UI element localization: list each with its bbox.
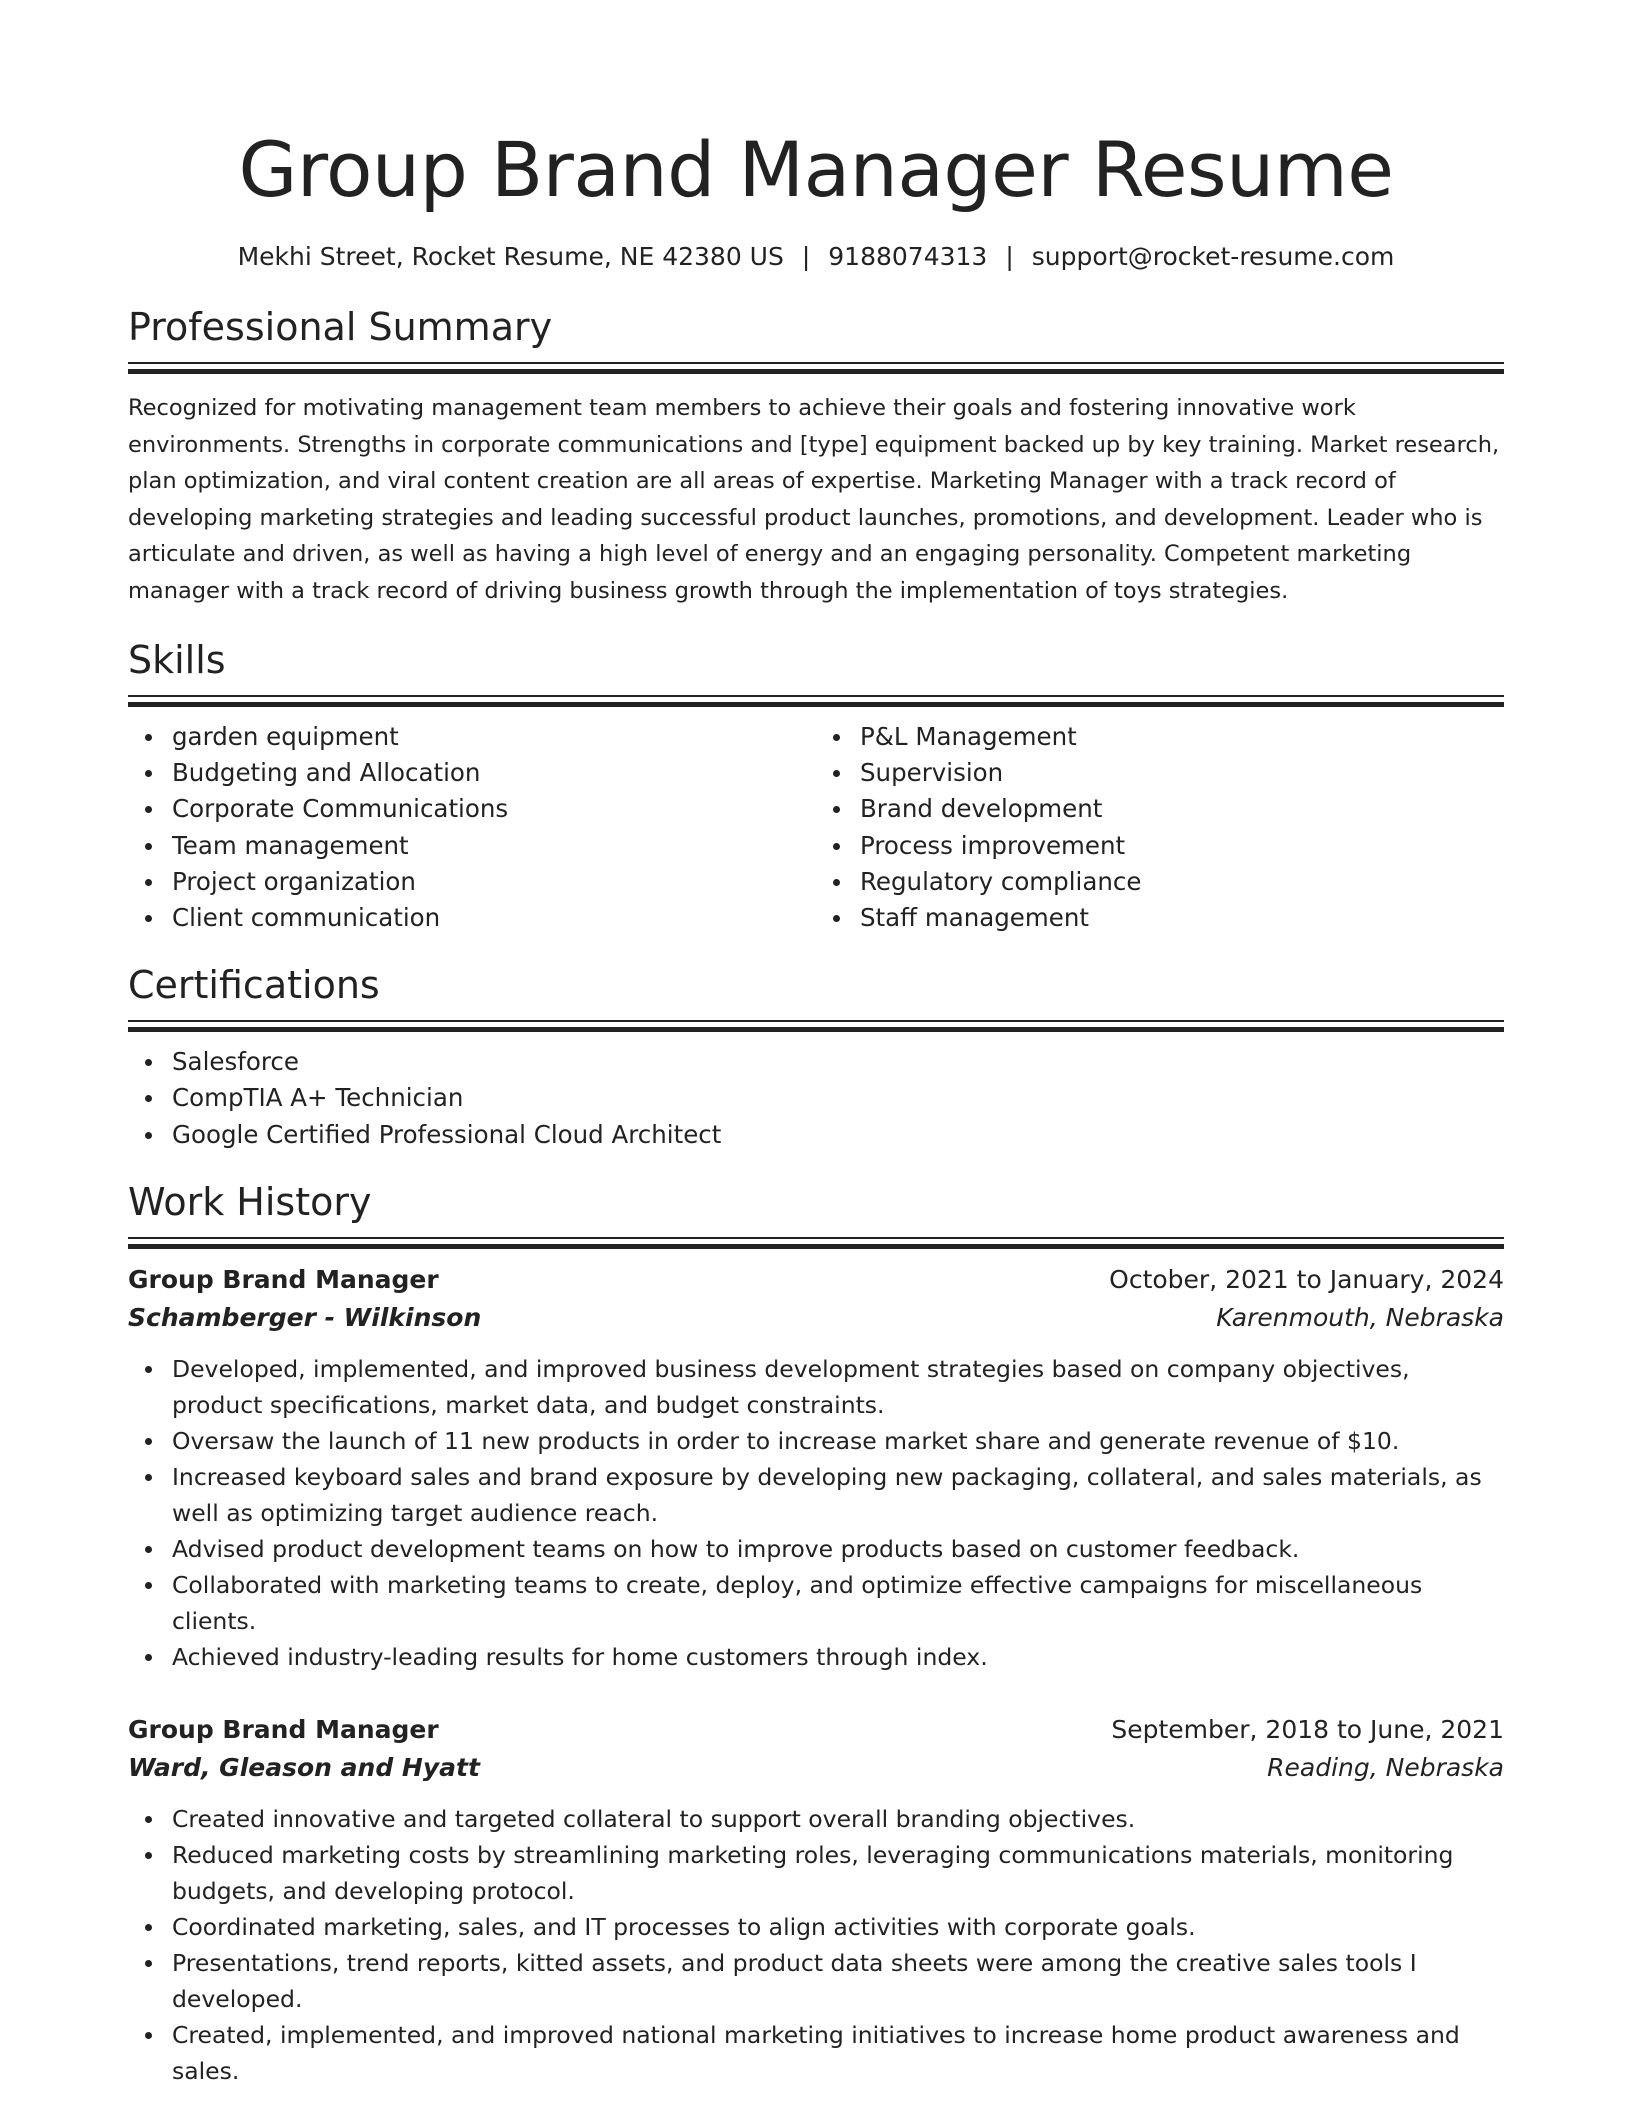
skill-item: Budgeting and Allocation (172, 755, 816, 791)
skill-item: Brand development (860, 791, 1504, 827)
job-bullet: Developed, implemented, and improved business development strategies based on company objectives, product specifications, market data, and budget constraints. (172, 1351, 1504, 1423)
resume-page (128, 0, 1504, 2089)
skill-item: Staff management (860, 900, 1504, 936)
job-header-row (128, 1711, 1504, 1749)
skill-item: Process improvement (860, 828, 1504, 864)
job-bullet: Oversaw the launch of 11 new products in order to increase market share and generate revenue of $10. (172, 1423, 1504, 1459)
summary-section (128, 304, 1504, 609)
job-title: Group Brand Manager (128, 1714, 439, 1744)
job-bullet-list (128, 1351, 1504, 1675)
job-bullet: Created, implemented, and improved national marketing initiatives to increase home product awareness and sales. (172, 2017, 1504, 2089)
skill-item: Regulatory compliance (860, 864, 1504, 900)
job-company: Ward, Gleason and Hyatt (128, 1752, 480, 1782)
skill-item: P&L Management (860, 719, 1504, 755)
section-divider (128, 695, 1504, 707)
job-subheader-row (128, 1299, 1504, 1337)
skills-list-right (816, 719, 1504, 936)
job-location: Reading, Nebraska (1267, 1752, 1504, 1782)
skills-grid (128, 719, 1504, 936)
job-entry (128, 1711, 1504, 2089)
job-header-row (128, 1261, 1504, 1299)
job-location: Karenmouth, Nebraska (1216, 1302, 1504, 1332)
job-bullet: Advised product development teams on how to improve products based on customer feedback. (172, 1531, 1504, 1567)
job-company: Schamberger - Wilkinson (128, 1302, 482, 1332)
certifications-section (128, 962, 1504, 1153)
contact-email: support@rocket-resume.com (1031, 242, 1395, 271)
skill-item: Client communication (172, 900, 816, 936)
skills-heading: Skills (128, 638, 226, 682)
skills-list-left (128, 719, 816, 936)
job-bullet: Increased keyboard sales and brand exposure by developing new packaging, collateral, and sales materials, as well as optimizing target audience reach. (172, 1459, 1504, 1531)
contact-line (128, 240, 1504, 274)
summary-text: Recognized for motivating management team members to achieve their goals and fostering innovative work environments. Strengths in corporate communications and [type] equipment backed up by key training. Market research, plan optimization, and viral content creation are all areas of expertise. Marketing Manager with a track record of developing marketing strategies and leading successful product launches, promotions, and development. Leader who is articulate and driven, as well as having a high level of energy and an engaging personality. Competent marketing manager with a track record of driving business growth through the implementation of toys strategies. (128, 395, 1500, 604)
job-bullet: Coordinated marketing, sales, and IT processes to align activities with corporate goals. (172, 1909, 1504, 1945)
job-dates: September, 2018 to June, 2021 (1111, 1714, 1504, 1744)
section-divider (128, 362, 1504, 374)
job-bullet: Collaborated with marketing teams to create, deploy, and optimize effective campaigns for miscellaneous clients. (172, 1567, 1504, 1639)
skill-item: garden equipment (172, 719, 816, 755)
job-title: Group Brand Manager (128, 1264, 439, 1294)
skill-item: Team management (172, 828, 816, 864)
resume-title: Group Brand Manager Resume (238, 125, 1394, 214)
job-bullet: Achieved industry-leading results for home customers through index. (172, 1639, 1504, 1675)
job-bullet: Created innovative and targeted collateral to support overall branding objectives. (172, 1801, 1504, 1837)
job-list (128, 1261, 1504, 2089)
certification-item: CompTIA A+ Technician (172, 1080, 1504, 1116)
section-divider (128, 1237, 1504, 1249)
certification-item: Google Certified Professional Cloud Architect (172, 1117, 1504, 1153)
work-history-heading: Work History (128, 1179, 372, 1224)
contact-phone: 9188074313 (828, 242, 988, 271)
contact-separator: | (801, 242, 811, 271)
skill-item: Supervision (860, 755, 1504, 791)
section-divider (128, 1020, 1504, 1032)
job-bullet-list (128, 1801, 1504, 2089)
job-bullet: Presentations, trend reports, kitted assets, and product data sheets were among the creative sales tools I developed. (172, 1945, 1504, 2017)
job-bullet: Reduced marketing costs by streamlining marketing roles, leveraging communications materials, monitoring budgets, and developing protocol. (172, 1837, 1504, 1909)
certifications-list (128, 1044, 1504, 1153)
summary-heading: Professional Summary (128, 305, 553, 349)
job-entry (128, 1261, 1504, 1675)
skill-item: Project organization (172, 864, 816, 900)
job-dates: October, 2021 to January, 2024 (1109, 1264, 1504, 1294)
contact-separator: | (1005, 242, 1014, 271)
skills-section (128, 637, 1504, 936)
certifications-heading: Certifications (128, 963, 380, 1008)
work-history-section (128, 1179, 1504, 2089)
job-subheader-row (128, 1749, 1504, 1787)
certification-item: Salesforce (172, 1044, 1504, 1080)
contact-address: Mekhi Street, Rocket Resume, NE 42380 US (237, 242, 784, 271)
skill-item: Corporate Communications (172, 791, 816, 827)
